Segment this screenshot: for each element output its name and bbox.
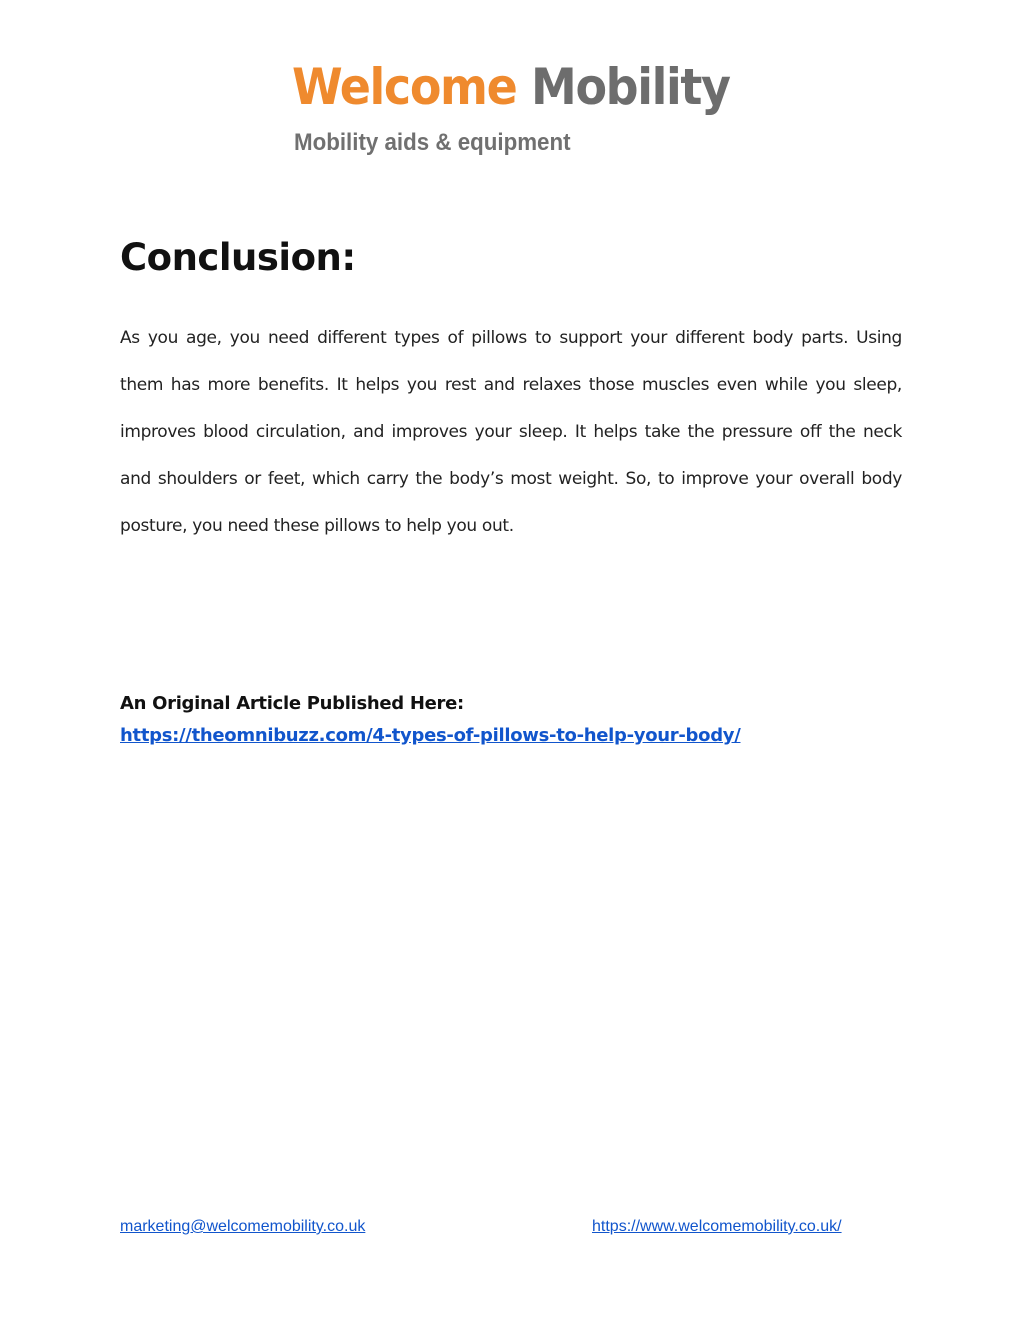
- logo-tagline: Mobility aids & equipment: [294, 129, 571, 156]
- welcome-mobility-logo: [292, 52, 752, 172]
- footer-website-link[interactable]: https://www.welcomemobility.co.uk/: [592, 1218, 842, 1235]
- conclusion-paragraph: As you age, you need different types of pillows to support your different body parts. Using them has more benefits. It helps you rest and relaxes those muscles even while you sleep, improves blood circulation, and improves your sleep. It helps take the pressure off the neck and shoulders or feet, which carry the body’s most weight. So, to improve your overall body posture, you need these pillows to help you out.: [120, 328, 902, 536]
- section-heading: Conclusion:: [120, 236, 356, 279]
- logo-word-mobility: Mobility: [531, 58, 730, 116]
- logo-wordmark: [292, 52, 730, 122]
- logo-word-welcome: Welcome: [292, 58, 517, 116]
- footer-email-link[interactable]: marketing@welcomemobility.co.uk: [120, 1218, 366, 1235]
- source-article-link[interactable]: https://theomnibuzz.com/4-types-of-pillows-to-help-your-body/: [120, 725, 741, 746]
- source-label: An Original Article Published Here:: [120, 693, 464, 714]
